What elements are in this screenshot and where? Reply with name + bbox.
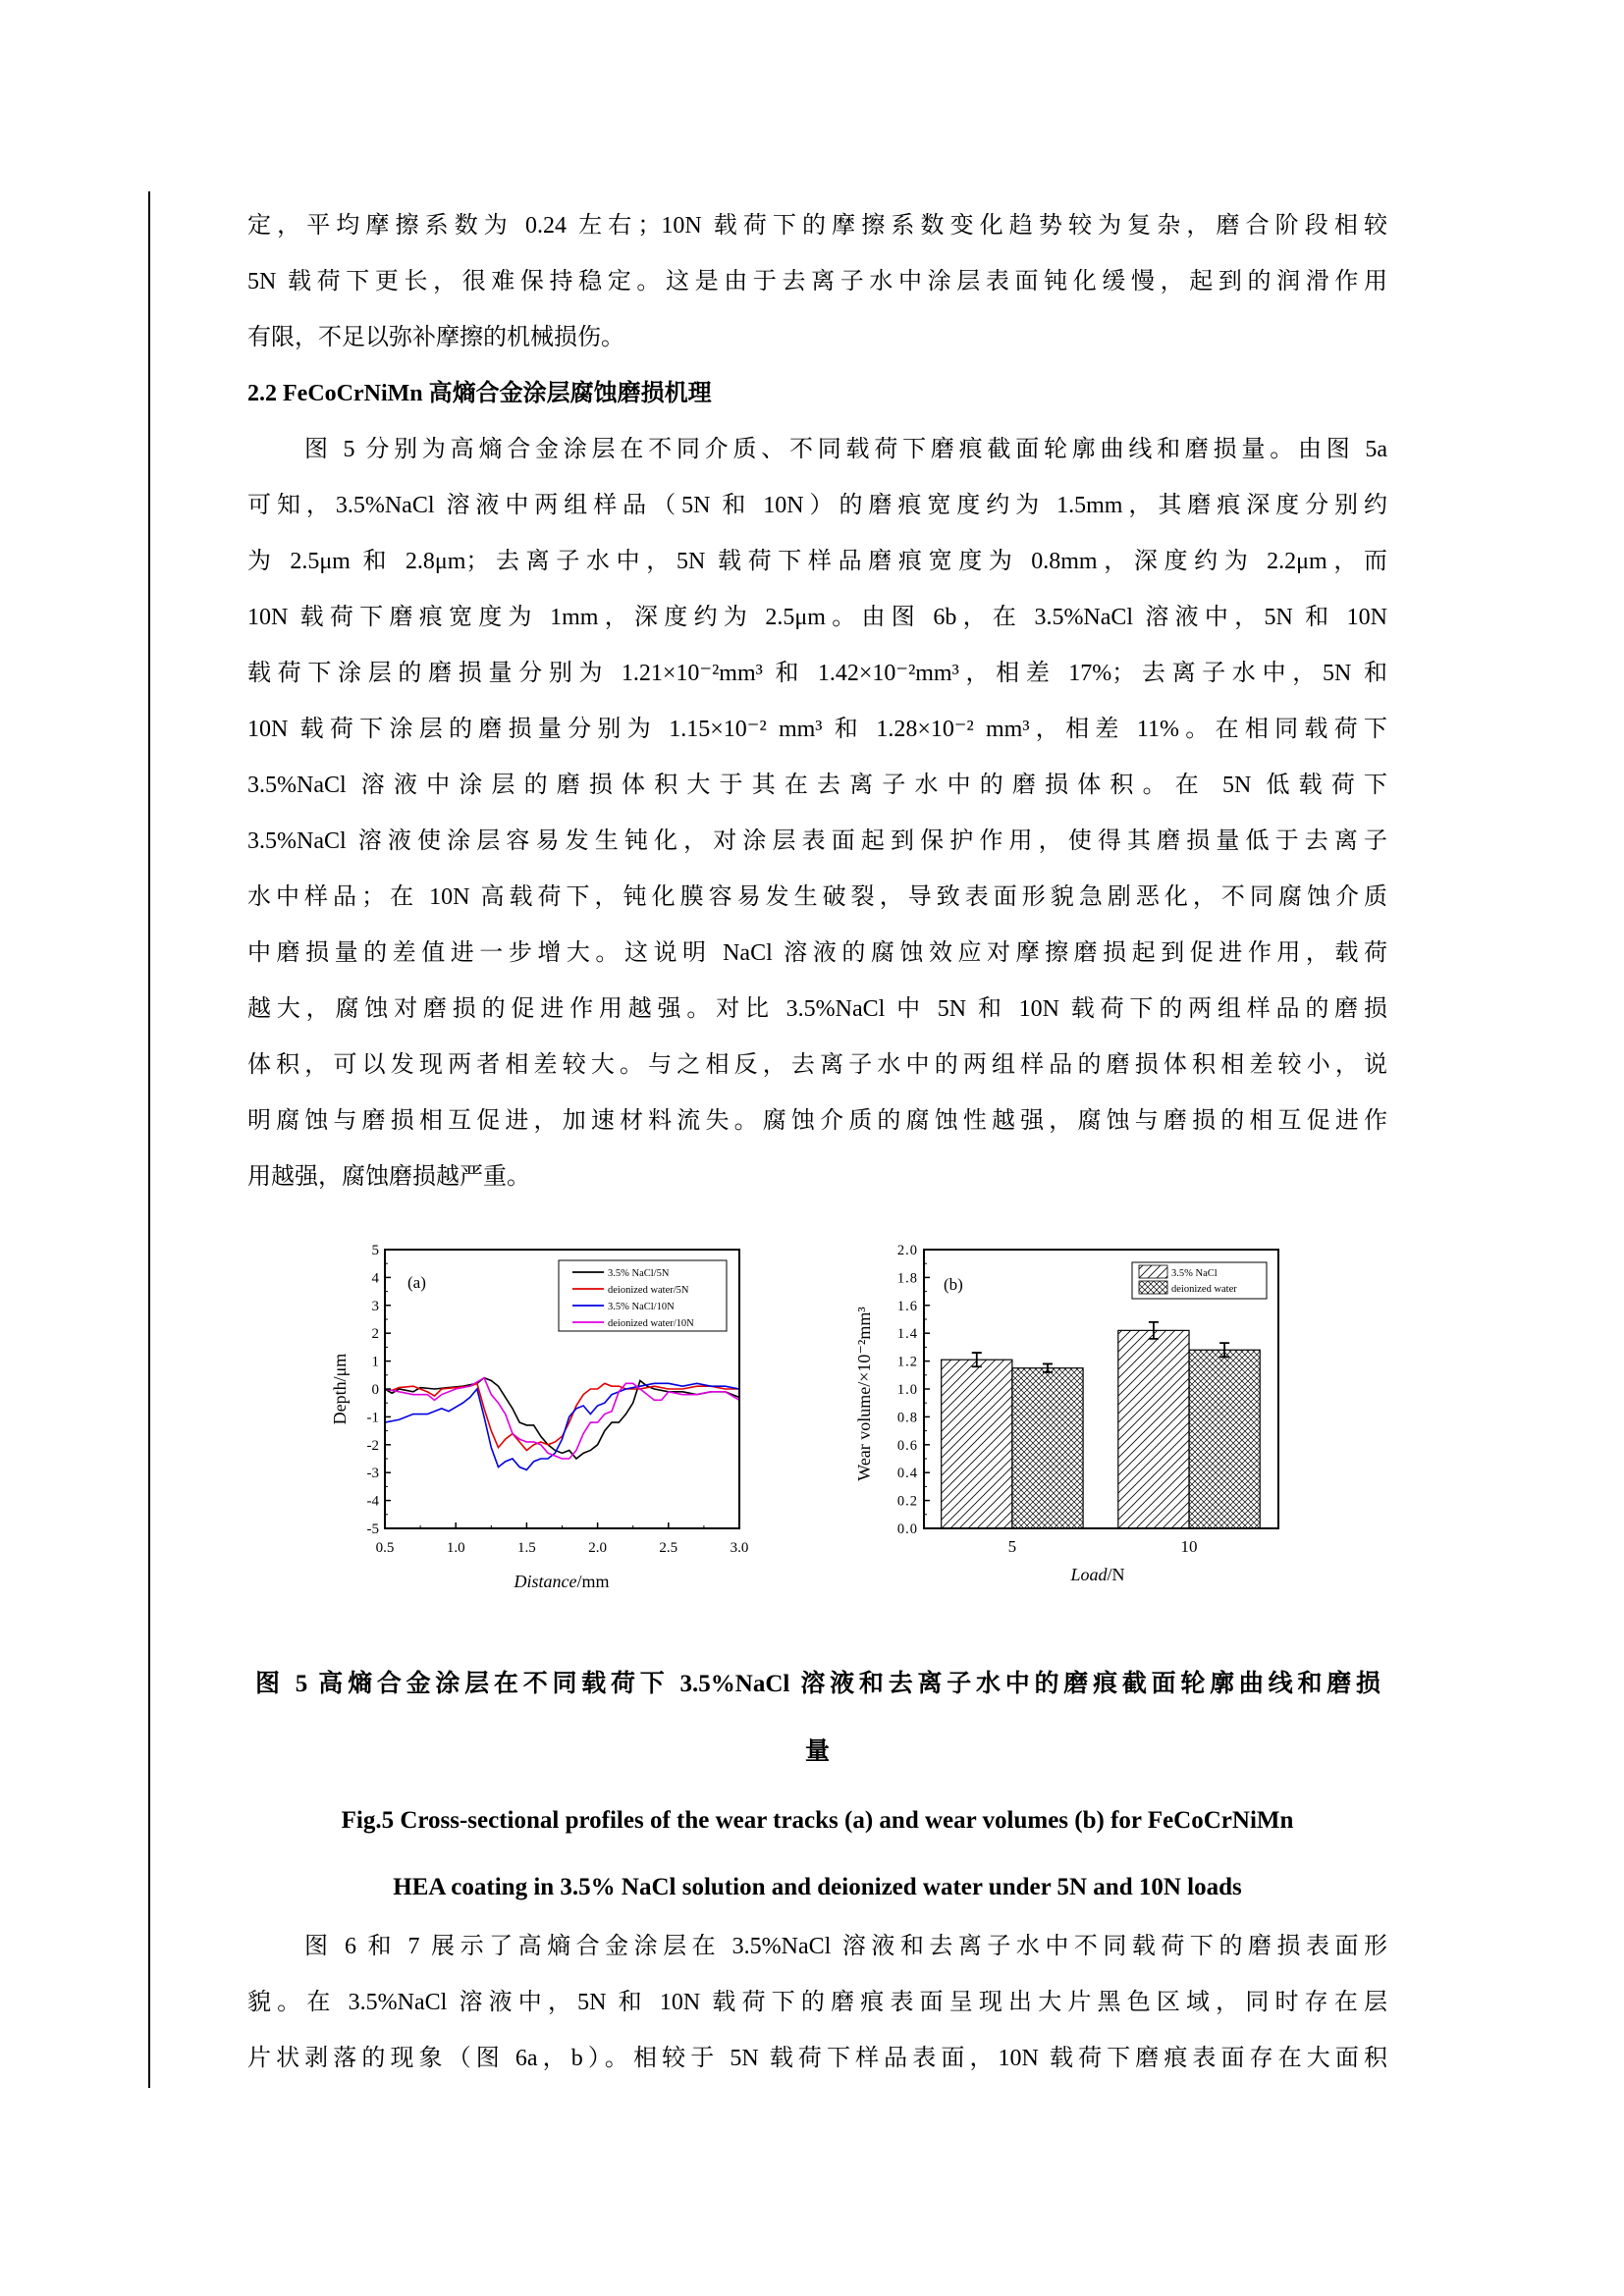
figure-caption-en: HEA coating in 3.5% NaCl solution and deionized water under 5N and 10N loads: [393, 1874, 1242, 1900]
legend-label: deionized water/5N: [608, 1285, 689, 1296]
y-tick-label: 4: [371, 1270, 379, 1287]
y-tick-label: 1.8: [896, 1270, 918, 1287]
y-tick-label: -4: [366, 1493, 379, 1510]
y-tick-label: 0.4: [896, 1466, 918, 1482]
x-tick-label: 10: [1180, 1537, 1198, 1556]
x-axis-title-unit: /N: [1107, 1565, 1125, 1584]
figure-caption-cn: 图 5 高熵合金涂层在不同载荷下 3.5%NaCl 溶液和去离子水中的磨痕截面轮廓曲线和磨损: [255, 1671, 1380, 1697]
paragraph-line: 用越强，腐蚀磨损越严重。: [247, 1164, 530, 1190]
y-tick-label: 1: [371, 1354, 379, 1370]
y-tick-label: 1.6: [896, 1298, 918, 1314]
section-heading: 2.2 FeCoCrNiMn 高熵合金涂层腐蚀磨损机理: [247, 381, 712, 406]
paragraph-line: 水中样品；在 10N 高载荷下，钝化膜容易发生破裂，导致表面形貌急剧恶化，不同腐蚀介质: [247, 884, 1387, 910]
series-line-3: [385, 1378, 739, 1459]
body-text-line: 定，平均摩擦系数为 0.24 左右；10N 载荷下的摩擦系数变化趋势较为复杂，磨合阶段相较: [247, 213, 1387, 239]
x-tick-label: 2.0: [588, 1540, 607, 1556]
y-tick-label: 2.0: [896, 1243, 918, 1258]
y-tick-label: 1.0: [896, 1382, 918, 1398]
panel-label: (a): [407, 1273, 426, 1292]
legend-label: 3.5% NaCl/10N: [608, 1302, 675, 1312]
legend-label: 3.5% NaCl/5N: [608, 1268, 670, 1279]
y-tick-label: -5: [366, 1522, 379, 1537]
panel-label: (b): [944, 1275, 963, 1294]
bar-0-1: [1012, 1368, 1083, 1528]
y-tick-label: 0.2: [896, 1493, 918, 1510]
series-line-0: [385, 1378, 739, 1459]
x-tick-label: 3.0: [730, 1540, 749, 1556]
paragraph-line: 10N 载荷下涂层的磨损量分别为 1.15×10⁻² mm³ 和 1.28×10⁻² mm³，相差 11%。在相同载荷下: [247, 717, 1387, 742]
x-tick-label: 2.5: [659, 1540, 678, 1556]
x-tick-label: 5: [1007, 1537, 1017, 1556]
y-axis-title: Depth/μm: [330, 1353, 350, 1425]
x-tick-label: 0.5: [375, 1540, 395, 1556]
y-tick-label: -1: [366, 1410, 379, 1426]
paragraph-line: 片状剥落的现象（图 6a，b）。相较于 5N 载荷下样品表面，10N 载荷下磨痕表面存在大面积: [247, 2046, 1387, 2071]
bar-0-0: [942, 1360, 1012, 1528]
y-tick-label: 3: [371, 1298, 379, 1314]
legend-swatch: [1139, 1281, 1167, 1294]
x-axis-title: [514, 1572, 610, 1591]
paragraph-line: 体积，可以发现两者相差较大。与之相反，去离子水中的两组样品的磨损体积相差较小，说: [247, 1052, 1387, 1078]
y-tick-label: 1.2: [896, 1354, 918, 1370]
paragraph-line: 貌。在 3.5%NaCl 溶液中，5N 和 10N 载荷下的磨痕表面呈现出大片黑色区域，同时存在层: [247, 1990, 1387, 2015]
x-tick-label: 1.0: [446, 1540, 465, 1556]
paragraph-line: 图 5 分别为高熵合金涂层在不同介质、不同载荷下磨痕截面轮廓曲线和磨损量。由图 5a: [304, 437, 1387, 462]
x-tick-label: 1.5: [517, 1540, 536, 1556]
y-tick-label: 2: [371, 1326, 379, 1343]
paragraph-line: 载荷下涂层的磨损量分别为 1.21×10⁻²mm³ 和 1.42×10⁻²mm³，相差 17%；去离子水中，5N 和: [247, 661, 1387, 686]
paragraph-line: 10N 载荷下磨痕宽度为 1mm，深度约为 2.5μm。由图 6b，在 3.5%NaCl 溶液中，5N 和 10N: [247, 605, 1387, 630]
bar-1-1: [1189, 1350, 1260, 1528]
x-axis-title-quantity: Load: [1070, 1565, 1108, 1584]
chart-a-depth-profile: [324, 1237, 766, 1610]
body-text-line: 5N 载荷下更长，很难保持稳定。这是由于去离子水中涂层表面钝化缓慢，起到的润滑作用: [247, 269, 1387, 294]
y-tick-label: 0.8: [896, 1410, 918, 1426]
body-text-line: 有限，不足以弥补摩擦的机械损伤。: [247, 325, 624, 350]
paragraph-line: 可知，3.5%NaCl 溶液中两组样品（5N 和 10N）的磨痕宽度约为 1.5mm，其磨痕深度分别约: [247, 493, 1387, 518]
legend-label: deionized water/10N: [608, 1318, 694, 1329]
x-axis-title-unit: /mm: [576, 1572, 610, 1591]
chart-b-wear-volume: [844, 1237, 1306, 1610]
y-tick-label: 1.4: [896, 1326, 918, 1343]
y-tick-label: 5: [371, 1243, 379, 1258]
legend-label: deionized water: [1171, 1284, 1237, 1295]
paragraph-line: 中磨损量的差值进一步增大。这说明 NaCl 溶液的腐蚀效应对摩擦磨损起到促进作用，载荷: [247, 940, 1387, 966]
paragraph-line: 3.5%NaCl 溶液中涂层的磨损体积大于其在去离子水中的磨损体积。在 5N 低载荷下: [247, 773, 1387, 798]
figure-caption-cn: 量: [804, 1738, 830, 1765]
y-tick-label: 0.0: [896, 1522, 918, 1537]
x-axis-title-quantity: Distance: [514, 1572, 577, 1591]
legend-label: 3.5% NaCl: [1171, 1268, 1218, 1279]
y-tick-label: 0: [371, 1382, 379, 1398]
x-axis-title: [1069, 1565, 1124, 1584]
y-tick-label: 0.6: [896, 1437, 918, 1454]
figure-caption-en: Fig.5 Cross-sectional profiles of the wear tracks (a) and wear volumes (b) for FeCoCrNiMn: [341, 1807, 1294, 1834]
legend-swatch: [1139, 1265, 1167, 1278]
y-tick-label: -2: [366, 1437, 379, 1454]
y-tick-label: -3: [366, 1466, 379, 1482]
paragraph-line: 为 2.5μm 和 2.8μm；去离子水中，5N 载荷下样品磨痕宽度为 0.8mm，深度约为 2.2μm，而: [247, 549, 1387, 574]
paragraph-line: 图 6 和 7 展示了高熵合金涂层在 3.5%NaCl 溶液和去离子水中不同载荷下的磨损表面形: [304, 1934, 1387, 1959]
paragraph-line: 越大，腐蚀对磨损的促进作用越强。对比 3.5%NaCl 中 5N 和 10N 载荷下的两组样品的磨损: [247, 996, 1387, 1022]
paragraph-line: 明腐蚀与磨损相互促进，加速材料流失。腐蚀介质的腐蚀性越强，腐蚀与磨损的相互促进作: [247, 1108, 1387, 1134]
y-axis-title: Wear volume/×10⁻²mm³: [854, 1307, 874, 1481]
bar-1-0: [1118, 1330, 1189, 1528]
margin-rule: [148, 191, 150, 2088]
paragraph-line: 3.5%NaCl 溶液使涂层容易发生钝化，对涂层表面起到保护作用，使得其磨损量低于去离子: [247, 828, 1387, 854]
